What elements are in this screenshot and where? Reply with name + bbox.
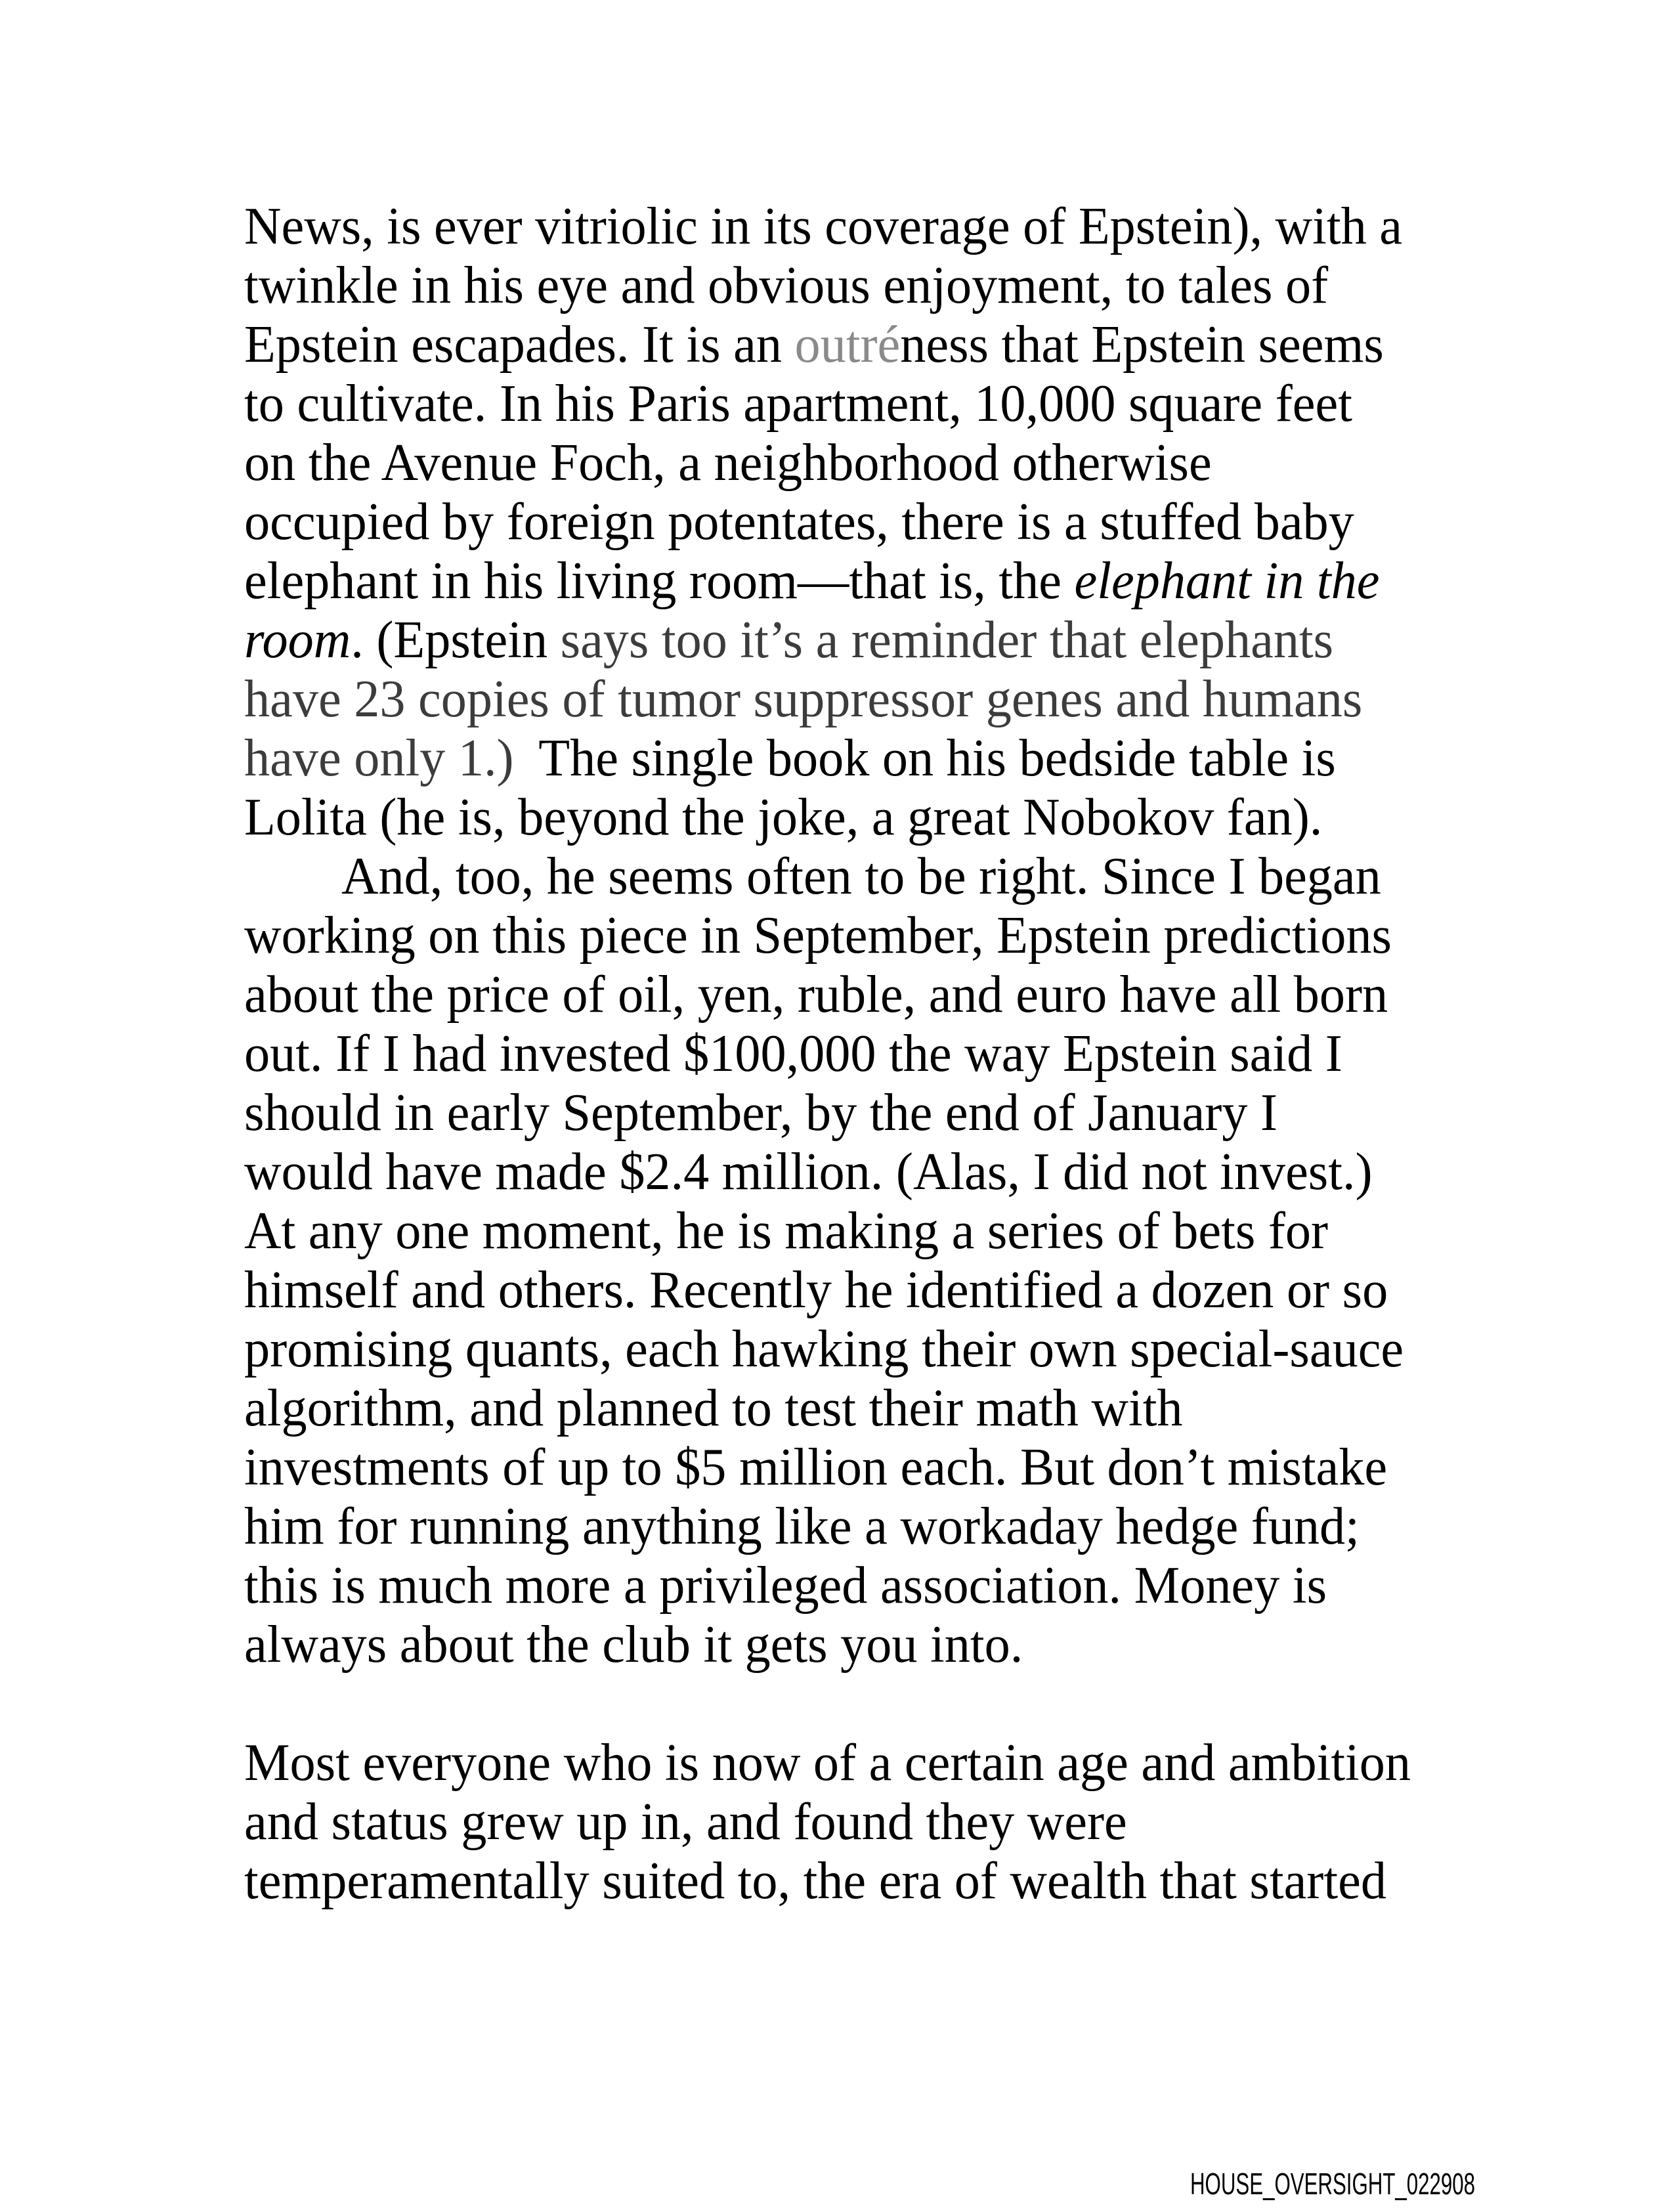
text-segment: . (Epstein: [351, 611, 561, 669]
text-line: [244, 1379, 1183, 1438]
text-line: [244, 256, 1328, 315]
text-segment: outré: [794, 316, 901, 374]
text-segment: investments of up to $5 million each. But don’t mistake: [244, 1439, 1388, 1496]
text-line: [244, 1261, 1388, 1320]
text-line: [244, 197, 1402, 256]
text-segment: to cultivate. In his Paris apartment, 10,000 square feet: [244, 375, 1352, 433]
text-segment: At any one moment, he is making a series of bets for: [244, 1202, 1329, 1260]
text-line: [244, 1733, 1411, 1792]
text-segment: would have made $2.4 million. (Alas, I did not invest.): [244, 1143, 1373, 1201]
text-line: [244, 552, 1379, 611]
text-segment: always about the club it gets you into.: [244, 1616, 1023, 1674]
text-segment: Most everyone who is now of a certain age and ambition: [244, 1734, 1411, 1792]
text-segment: have 23 copies of tumor suppressor genes and humans: [244, 670, 1363, 728]
text-line: [244, 433, 1212, 492]
text-line: [244, 1202, 1328, 1261]
text-segment: himself and others. Recently he identified a dozen or so: [244, 1261, 1388, 1319]
text-line: [244, 315, 1384, 374]
text-line: [244, 729, 1336, 788]
text-line: [244, 1024, 1342, 1083]
text-line: [244, 1792, 1127, 1852]
text-segment: says too it’s a reminder that elephants: [560, 611, 1334, 669]
text-segment: elephant in his living room—that is, the: [244, 552, 1075, 610]
text-segment: working on this piece in September, Epstein predictions: [244, 907, 1392, 965]
text-line: [244, 611, 1333, 670]
text-segment: out. If I had invested $100,000 the way Epstein said I: [244, 1025, 1342, 1083]
text-line: [341, 847, 1381, 906]
bates-stamp: HOUSE_OVERSIGHT_022908: [1190, 2167, 1475, 2201]
text-line: [244, 1438, 1387, 1497]
text-segment: on the Avenue Foch, a neighborhood otherwise: [244, 434, 1212, 492]
text-segment: twinkle in his eye and obvious enjoyment, to tales of: [244, 257, 1329, 314]
text-segment: this is much more a privileged association. Money is: [244, 1557, 1327, 1615]
text-segment: should in early September, by the end of January I: [244, 1084, 1278, 1142]
text-segment: temperamentally suited to, the era of wealth that started: [244, 1852, 1386, 1910]
text-segment: And, too, he seems often to be right. Since I began: [341, 848, 1381, 905]
text-segment: The single book on his bedside table is: [513, 729, 1336, 787]
text-line: [244, 374, 1352, 433]
text-segment: him for running anything like a workaday hedge fund;: [244, 1498, 1360, 1555]
text-segment: promising quants, each hawking their own special-sauce: [244, 1320, 1404, 1378]
text-line: [244, 965, 1388, 1024]
text-line: [244, 1615, 1023, 1674]
text-segment: algorithm, and planned to test their math with: [244, 1379, 1183, 1437]
text-line: [244, 670, 1362, 729]
text-line: [244, 1320, 1404, 1379]
text-line: [244, 492, 1354, 552]
text-segment: have only 1.): [244, 729, 514, 787]
text-line: [244, 1142, 1373, 1202]
text-segment: occupied by foreign potentates, there is a stuffed baby: [244, 493, 1354, 551]
text-line: [244, 1083, 1277, 1142]
text-segment: and status grew up in, and found they were: [244, 1793, 1127, 1851]
text-line: [244, 906, 1392, 965]
text-segment: ness that Epstein seems: [900, 316, 1384, 374]
text-line: [244, 1556, 1327, 1615]
document-body: [244, 0, 1623, 1970]
text-line: [244, 1497, 1360, 1556]
text-segment: Epstein escapades. It is an: [244, 316, 795, 374]
text-segment: News, is ever vitriolic in its coverage of Epstein), with a: [244, 198, 1402, 255]
text-segment: room: [244, 611, 351, 669]
text-segment: elephant in the: [1074, 552, 1380, 610]
text-line: [244, 1852, 1386, 1911]
text-segment: about the price of oil, yen, ruble, and euro have all born: [244, 966, 1388, 1024]
text-line: [244, 788, 1322, 847]
text-segment: Lolita (he is, beyond the joke, a great Nobokov fan).: [244, 789, 1323, 846]
